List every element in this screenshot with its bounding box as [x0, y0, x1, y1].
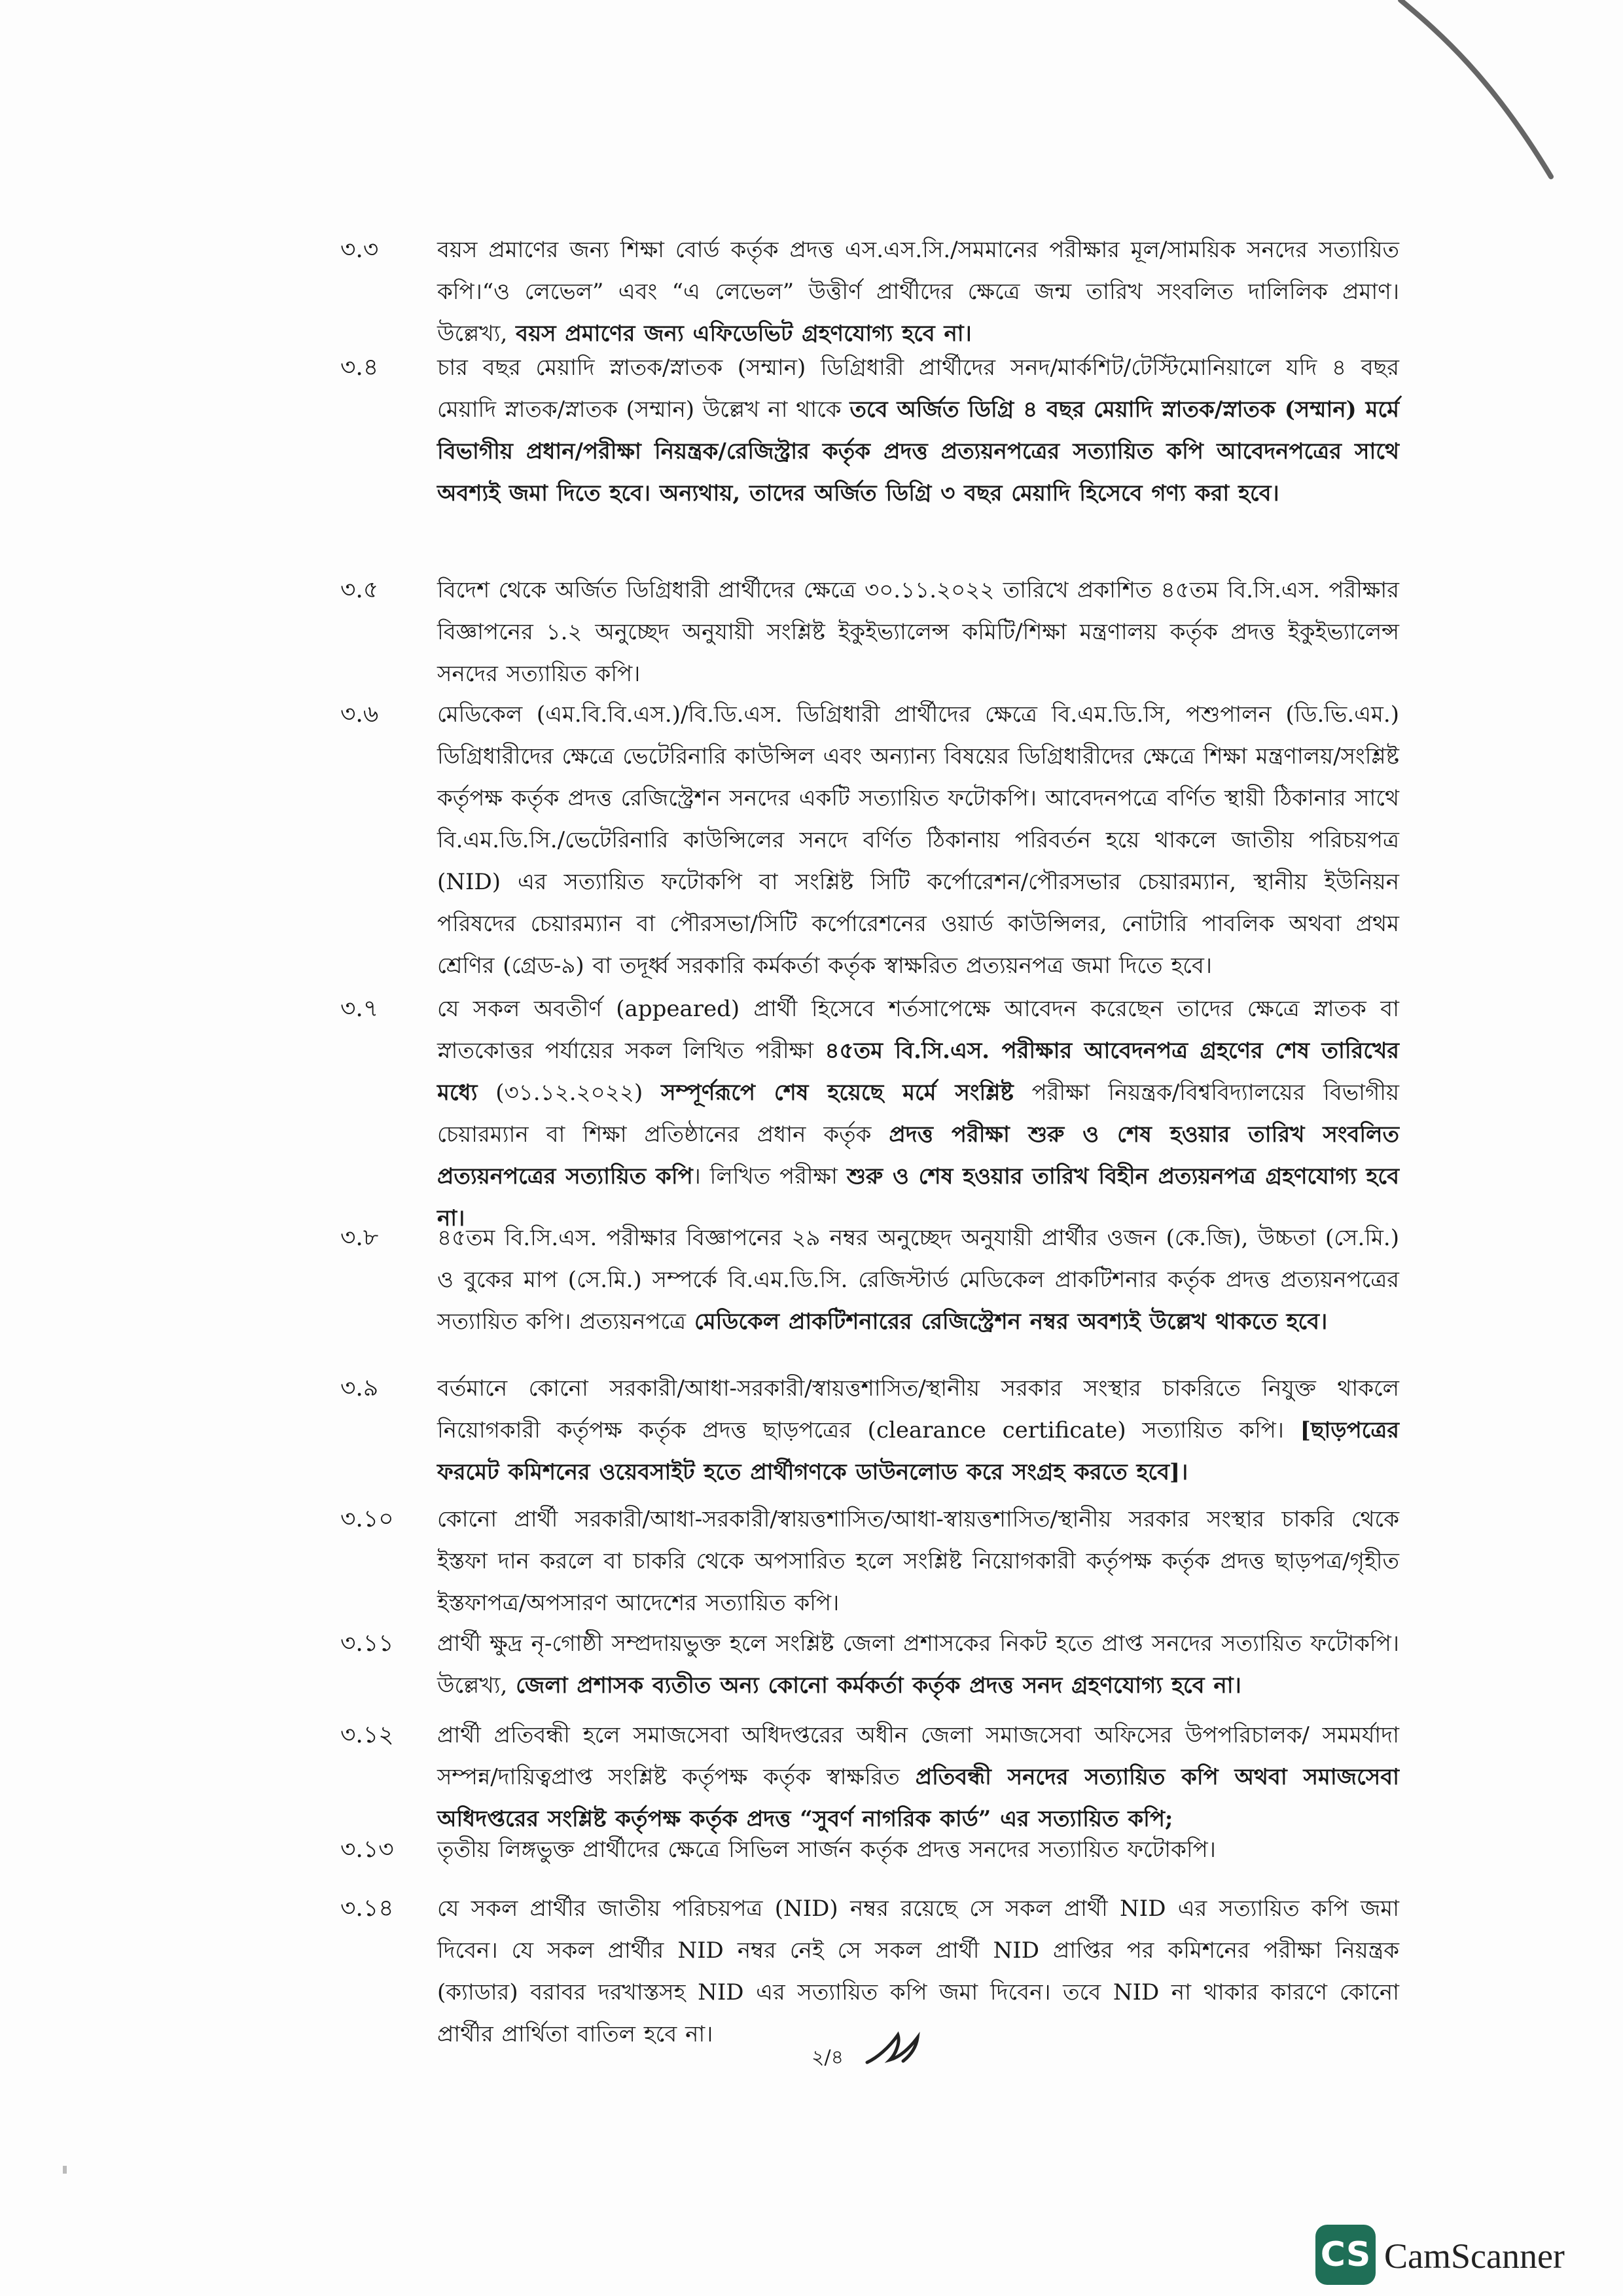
item-text-run: যে সকল অবতীর্ণ (appeared) প্রার্থী হিসেবে শর্তসাপেক্ষে আবেদন করেছেন তাদের ক্ষেত্রে স্নাতক বা স্নাতকোত্তর পর্যায়ের সকল লিখিত পরীক্ষা: [437, 996, 1399, 1064]
item-text-run: বয়স প্রমাণের জন্য শিক্ষা বোর্ড কর্তৃক প্রদত্ত এস.এস.সি./সমমানের পরীক্ষার মূল/সাময়িক সনদের সত্যায়িত কপি।“ও লেভেল” এবং “এ লেভেল” উত্তীর্ণ প্রার্থীদের ক্ষেত্রে জন্ম তারিখ সংবলিত দালিলিক প্রমাণ। উল্লেখ্য,: [437, 237, 1399, 347]
item-text: [437, 347, 1399, 514]
item-number: ৩.১০: [340, 1506, 394, 1532]
item-text-bold: প্রতিবন্ধী সনদের সত্যায়িত কপি অথবা সমাজসেবা অধিদপ্তরের সংশ্লিষ্ট কর্তৃপক্ষ কর্তৃক প্রদত্ত “সুবর্ণ নাগরিক কার্ড” এর সত্যায়িত কপি;: [437, 1764, 1399, 1832]
item-text-run: যে সকল প্রার্থীর জাতীয় পরিচয়পত্র (NID) নম্বর রয়েছে সে সকল প্রার্থী NID এর সত্যায়িত কপি জমা দিবেন। যে সকল প্রার্থীর NID নম্বর নেই সে সকল প্রার্থী NID প্রাপ্তির পর কমিশনের পরীক্ষা নিয়ন্ত্রক (ক্যাডার) বরাবর দরখাস্তসহ NID এর সত্যায়িত কপি জমা দিবেন। তবে NID না থাকার কারণে কোনো প্রার্থীর প্রার্থিতা বাতিল হবে না।: [437, 1896, 1399, 2047]
item-text-run: । লিখিত পরীক্ষা: [692, 1163, 847, 1190]
item-text-bold: ৪৫তম বি.সি.এস. পরীক্ষার আবেদনপত্র গ্রহণের শেষ তারিখের মধ্যে: [437, 1038, 1399, 1106]
item-text-bold: মেডিকেল প্রাকটিশনারের রেজিস্ট্রেশন নম্বর অবশ্যই উল্লেখ থাকতে হবে।: [694, 1309, 1328, 1335]
scan-edge-mark: [1394, 0, 1564, 183]
item-number: ৩.১১: [340, 1630, 394, 1657]
item-text-run: (৩১.১২.২০২২): [477, 1080, 662, 1106]
scan-speck: [63, 2166, 67, 2174]
camscanner-label: CamScanner: [1384, 2236, 1565, 2276]
item-text: [437, 1217, 1399, 1343]
item-number: ৩.১৩: [340, 1836, 394, 1863]
item-number: ৩.৩: [340, 236, 379, 263]
item-text-run: কোনো প্রার্থী সরকারী/আধা-সরকারী/স্বায়ত্তশাসিত/আধা-স্বায়ত্তশাসিত/স্থানীয় সরকার সংস্থার চাকরি থেকে ইস্তফা দান করলে বা চাকরি থেকে অপসারিত হলে সংশ্লিষ্ট নিয়োগকারী কর্তৃপক্ষ কর্তৃক প্রদত্ত ছাড়পত্র/গৃহীত ইস্তফাপত্র/অপসারণ আদেশের সত্যায়িত কপি।: [437, 1506, 1399, 1616]
item-text-bold: জেলা প্রশাসক ব্যতীত অন্য কোনো কর্মকর্তা কর্তৃক প্রদত্ত সনদ গ্রহণযোগ্য হবে না।: [516, 1672, 1241, 1699]
item-number: ৩.৪: [340, 354, 379, 381]
item-text-bold: বয়স প্রমাণের জন্য এফিডেভিট গ্রহণযোগ্য হবে না।: [516, 321, 972, 347]
item-text-bold: [ছাড়পত্রের ফরমেট কমিশনের ওয়েবসাইট হতে প্রার্থীগণকে ডাউনলোড করে সংগ্রহ করতে হবে]।: [437, 1417, 1399, 1485]
item-number: ৩.১২: [340, 1722, 394, 1748]
item-text-bold: প্রদত্ত পরীক্ষা শুরু ও শেষ হওয়ার তারিখ সংবলিত প্রত্যয়নপত্রের সত্যায়িত কপি: [437, 1122, 1399, 1190]
item-text-run: প্রার্থী ক্ষুদ্র নৃ-গোষ্ঠী সম্প্রদায়ভুক্ত হলে সংশ্লিষ্ট জেলা প্রশাসকের নিকট হতে প্রাপ্ত সনদের সত্যায়িত ফটোকপি। উল্লেখ্য,: [437, 1631, 1399, 1699]
item-text-run: পরীক্ষা নিয়ন্ত্রক/বিশ্ববিদ্যালয়ের বিভাগীয় চেয়ারম্যান বা শিক্ষা প্রতিষ্ঠানের প্রধান কর্তৃক: [437, 1080, 1400, 1148]
item-text-bold: তবে অর্জিত ডিগ্রি ৪ বছর মেয়াদি স্নাতক/স্নাতক (সম্মান) মর্মে বিভাগীয় প্রধান/পরীক্ষা নিয়ন্ত্রক/রেজিস্ট্রার কর্তৃক প্রদত্ত প্রত্যয়নপত্রের সত্যায়িত কপি আবেদনপত্রের সাথে অবশ্যই জমা দিতে হবে। অন্যথায়, তাদের অর্জিত ডিগ্রি ৩ বছর মেয়াদি হিসেবে গণ্য করা হবে।: [437, 397, 1399, 506]
item-text-run: ৪৫তম বি.সি.এস. পরীক্ষার বিজ্ঞাপনের ২৯ নম্বর অনুচ্ছেদ অনুযায়ী প্রার্থীর ওজন (কে.জি), উচ্চতা (সে.মি.) ও বুকের মাপ (সে.মি.) সম্পর্কে বি.এম.ডি.সি. রেজিস্টার্ড মেডিকেল প্রাকটিশনার কর্তৃক প্রদত্ত প্রত্যয়নপত্রের সত্যায়িত কপি। প্রত্যয়নপত্রে: [437, 1225, 1400, 1335]
item-text-run: চার বছর মেয়াদি স্নাতক/স্নাতক (সম্মান) ডিগ্রিধারী প্রার্থীদের সনদ/মার্কশিট/টেস্টিমোনিয়ালে যদি ৪ বছর মেয়াদি স্নাতক/স্নাতক (সম্মান) উল্লেখ না থাকে: [437, 355, 1399, 423]
item-number: ৩.৭: [340, 995, 379, 1022]
item-number: ৩.৬: [340, 701, 379, 728]
item-text: [437, 1368, 1399, 1493]
item-text-run: প্রার্থী প্রতিবন্ধী হলে সমাজসেবা অধিদপ্তরের অধীন জেলা সমাজসেবা অফিসের উপপরিচালক/ সমমর্যাদা সম্পন্ন/দায়িত্বপ্রাপ্ত সংশ্লিষ্ট কর্তৃপক্ষ কর্তৃক স্বাক্ষরিত: [437, 1722, 1399, 1790]
item-text: [437, 1714, 1399, 1840]
item-text-bold: শুরু ও শেষ হওয়ার তারিখ বিহীন প্রত্যয়নপত্র গ্রহণযোগ্য হবে না।: [437, 1163, 1399, 1231]
item-text: [437, 229, 1399, 355]
item-number: ৩.৫: [340, 576, 379, 603]
item-text: [437, 569, 1399, 695]
item-text-run: মেডিকেল (এম.বি.বি.এস.)/বি.ডি.এস. ডিগ্রিধারী প্রার্থীদের ক্ষেত্রে বি.এম.ডি.সি, পশুপালন (ডি.ভি.এম.) ডিগ্রিধারীদের ক্ষেত্রে ভেটেরিনারি কাউন্সিল এবং অন্যান্য বিষয়ের ডিগ্রিধারীদের ক্ষেত্রে শিক্ষা মন্ত্রণালয়/সংশ্লিষ্ট কর্তৃপক্ষ কর্তৃক প্রদত্ত রেজিস্ট্রেশন সনদের একটি সত্যায়িত ফটোকপি। আবেদনপত্রে বর্ণিত স্থায়ী ঠিকানার সাথে বি.এম.ডি.সি./ভেটেরিনারি কাউন্সিলের সনদে বর্ণিত ঠিকানায় পরিবর্তন হয়ে থাকলে জাতীয় পরিচয়পত্র (NID) এর সত্যায়িত ফটোকপি বা সংশ্লিষ্ট সিটি কর্পোরেশন/পৌরসভার চেয়ারম্যান, স্থানীয় ইউনিয়ন পরিষদের চেয়ারম্যান বা পৌরসভা/সিটি কর্পোরেশনের ওয়ার্ড কাউন্সিলর, নোটারি পাবলিক অথবা প্রথম শ্রেণির (গ্রেড-৯) বা তদূর্ধ্ব সরকারি কর্মকর্তা কর্তৃক স্বাক্ষরিত প্রত্যয়নপত্র জমা দিতে হবে।: [437, 701, 1399, 979]
page-number: ২/৪: [812, 2046, 844, 2069]
item-number: ৩.৮: [340, 1224, 379, 1251]
item-text: [437, 1829, 1399, 1871]
item-text-run: তৃতীয় লিঙ্গভুক্ত প্রার্থীদের ক্ষেত্রে সিভিল সার্জন কর্তৃক প্রদত্ত সনদের সত্যায়িত ফটোকপি।: [437, 1837, 1216, 1863]
item-text: [437, 1498, 1399, 1624]
item-text-run: বর্তমানে কোনো সরকারী/আধা-সরকারী/স্বায়ত্তশাসিত/স্থানীয় সরকার সংস্থার চাকরিতে নিযুক্ত থাকলে নিয়োগকারী কর্তৃপক্ষ কর্তৃক প্রদত্ত ছাড়পত্রের (clearance certificate) সত্যায়িত কপি।: [437, 1375, 1399, 1443]
item-text: [437, 694, 1399, 987]
item-number: ৩.৯: [340, 1375, 379, 1402]
item-text: [437, 988, 1399, 1239]
camscanner-logo-icon: CS: [1315, 2225, 1376, 2285]
item-text-bold: সম্পূর্ণরূপে শেষ হয়েছে মর্মে সংশ্লিষ্ট: [661, 1080, 1014, 1106]
item-text: [437, 1623, 1399, 1706]
item-text-run: বিদেশ থেকে অর্জিত ডিগ্রিধারী প্রার্থীদের ক্ষেত্রে ৩০.১১.২০২২ তারিখে প্রকাশিত ৪৫তম বি.সি.এস. পরীক্ষার বিজ্ঞাপনের ১.২ অনুচ্ছেদ অনুযায়ী সংশ্লিষ্ট ইকুইভ্যালেন্স কমিটি/শিক্ষা মন্ত্রণালয় কর্তৃক প্রদত্ত ইকুইভ্যালেন্স সনদের সত্যায়িত কপি।: [437, 577, 1399, 687]
item-number: ৩.১৪: [340, 1895, 394, 1922]
initials-signature: [864, 2028, 929, 2068]
